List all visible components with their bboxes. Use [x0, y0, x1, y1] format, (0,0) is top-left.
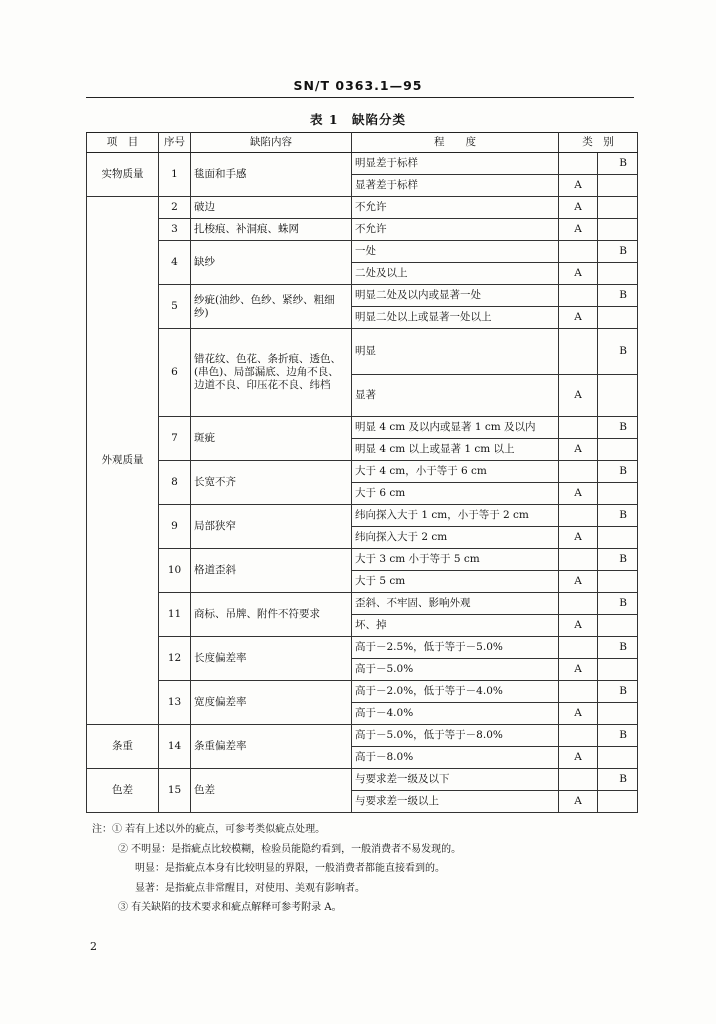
- category-a-cell: A: [559, 659, 598, 681]
- defect-number: 11: [159, 593, 191, 637]
- category-b-cell: B: [598, 593, 638, 615]
- table-row: [87, 329, 638, 375]
- degree-cell: 与要求差一级及以下: [352, 769, 559, 791]
- defect-content: 商标、吊牌、附件不符要求: [191, 593, 352, 637]
- defect-content: 毯面和手感: [191, 153, 352, 197]
- degree-cell: 大于 4 cm，小于等于 6 cm: [352, 461, 559, 483]
- defect-content: 长度偏差率: [191, 637, 352, 681]
- category-a-cell: [559, 637, 598, 659]
- page-number: 2: [90, 940, 97, 953]
- defect-table: [86, 132, 638, 813]
- defect-number: 4: [159, 241, 191, 285]
- category-a-cell: A: [559, 439, 598, 461]
- degree-cell: 不允许: [352, 219, 559, 241]
- category-b-cell: [598, 307, 638, 329]
- category-b-cell: [598, 571, 638, 593]
- degree-cell: 明显: [352, 329, 559, 375]
- col-content: 缺陷内容: [191, 133, 352, 153]
- table-caption: 表 1 缺陷分类: [309, 112, 407, 127]
- category-a-cell: [559, 725, 598, 747]
- degree-cell: 纬向探入大于 1 cm，小于等于 2 cm: [352, 505, 559, 527]
- group-label: 条重: [87, 725, 159, 769]
- category-b-cell: [598, 263, 638, 285]
- category-b-cell: B: [598, 637, 638, 659]
- category-a-cell: A: [559, 571, 598, 593]
- category-b-cell: B: [598, 461, 638, 483]
- defect-content: 格道歪斜: [191, 549, 352, 593]
- category-a-cell: A: [559, 307, 598, 329]
- degree-cell: 一处: [352, 241, 559, 263]
- defect-content: 宽度偏差率: [191, 681, 352, 725]
- document-header: SN/T 0363.1—95: [293, 78, 423, 93]
- defect-number: 7: [159, 417, 191, 461]
- category-b-cell: [598, 703, 638, 725]
- category-b-cell: [598, 197, 638, 219]
- note-1: 注：① 若有上述以外的疵点，可参考类似疵点处理。: [92, 824, 326, 835]
- category-b-cell: [598, 615, 638, 637]
- table-row: [87, 241, 638, 263]
- category-a-cell: A: [559, 527, 598, 549]
- degree-cell: 坏、掉: [352, 615, 559, 637]
- degree-cell: 明显差于标样: [352, 153, 559, 175]
- category-a-cell: A: [559, 483, 598, 505]
- defect-content: 长宽不齐: [191, 461, 352, 505]
- category-b-cell: B: [598, 285, 638, 307]
- group-label: 色差: [87, 769, 159, 813]
- degree-cell: 明显 4 cm 及以内或显著 1 cm 及以内: [352, 417, 559, 439]
- table-row: [87, 593, 638, 615]
- degree-cell: 高于－2.0%，低于等于－4.0%: [352, 681, 559, 703]
- table-row: [87, 197, 638, 219]
- note-3: ③ 有关缺陷的技术要求和疵点解释可参考附录 A。: [118, 902, 342, 913]
- category-a-cell: A: [559, 703, 598, 725]
- category-a-cell: A: [559, 791, 598, 813]
- defect-content: 色差: [191, 769, 352, 813]
- table-row: [87, 417, 638, 439]
- category-b-cell: B: [598, 241, 638, 263]
- degree-cell: 高于－2.5%，低于等于－5.0%: [352, 637, 559, 659]
- category-a-cell: [559, 681, 598, 703]
- category-b-cell: B: [598, 681, 638, 703]
- table-row: [87, 505, 638, 527]
- defect-number: 1: [159, 153, 191, 197]
- category-a-cell: [559, 549, 598, 571]
- degree-cell: 明显二处及以内或显著一处: [352, 285, 559, 307]
- category-b-cell: [598, 659, 638, 681]
- table-row: [87, 219, 638, 241]
- table-row: [87, 153, 638, 175]
- category-a-cell: A: [559, 747, 598, 769]
- defect-content: 扎梭痕、补洞痕、蛛网: [191, 219, 352, 241]
- table-row: [87, 285, 638, 307]
- defect-content: 破边: [191, 197, 352, 219]
- category-b-cell: B: [598, 417, 638, 439]
- table-row: [87, 725, 638, 747]
- degree-cell: 高于－5.0%，低于等于－8.0%: [352, 725, 559, 747]
- category-b-cell: [598, 439, 638, 461]
- degree-cell: 明显二处以上或显著一处以上: [352, 307, 559, 329]
- table-row: [87, 461, 638, 483]
- category-a-cell: [559, 505, 598, 527]
- category-b-cell: B: [598, 549, 638, 571]
- degree-cell: 高于－5.0%: [352, 659, 559, 681]
- group-label: 外观质量: [87, 197, 159, 725]
- degree-cell: 大于 5 cm: [352, 571, 559, 593]
- defect-number: 8: [159, 461, 191, 505]
- defect-number: 9: [159, 505, 191, 549]
- category-a-cell: A: [559, 175, 598, 197]
- defect-content: 局部狭窄: [191, 505, 352, 549]
- degree-cell: 高于－8.0%: [352, 747, 559, 769]
- category-a-cell: [559, 241, 598, 263]
- defect-content: 错花纹、色花、条折痕、透色、(串色)、局部漏底、边角不良、边道不良、印压花不良、纬档: [191, 329, 352, 417]
- category-a-cell: A: [559, 615, 598, 637]
- table-row: [87, 769, 638, 791]
- defect-number: 5: [159, 285, 191, 329]
- category-b-cell: [598, 527, 638, 549]
- category-a-cell: A: [559, 263, 598, 285]
- defect-content: 纱疵(油纱、色纱、紧纱、粗细纱): [191, 285, 352, 329]
- defect-number: 12: [159, 637, 191, 681]
- defect-content: 缺纱: [191, 241, 352, 285]
- degree-cell: 不允许: [352, 197, 559, 219]
- degree-cell: 与要求差一级以上: [352, 791, 559, 813]
- category-b-cell: B: [598, 769, 638, 791]
- degree-cell: 大于 3 cm 小于等于 5 cm: [352, 549, 559, 571]
- category-b-cell: [598, 375, 638, 417]
- category-b-cell: B: [598, 505, 638, 527]
- category-a-cell: A: [559, 197, 598, 219]
- category-a-cell: [559, 417, 598, 439]
- defect-number: 6: [159, 329, 191, 417]
- category-a-cell: [559, 769, 598, 791]
- category-a-cell: A: [559, 219, 598, 241]
- category-a-cell: [559, 329, 598, 375]
- degree-cell: 显著: [352, 375, 559, 417]
- note-2: ② 不明显：是指疵点比较模糊，检验员能隐约看到，一般消费者不易发现的。: [118, 843, 462, 855]
- table-header-row: [87, 133, 638, 153]
- group-label: 实物质量: [87, 153, 159, 197]
- table-row: [87, 681, 638, 703]
- col-degree: 程 度: [352, 133, 559, 153]
- defect-number: 15: [159, 769, 191, 813]
- category-b-cell: B: [598, 153, 638, 175]
- degree-cell: 高于－4.0%: [352, 703, 559, 725]
- defect-content: 条重偏差率: [191, 725, 352, 769]
- degree-cell: 纬向探入大于 2 cm: [352, 527, 559, 549]
- category-b-cell: [598, 747, 638, 769]
- degree-cell: 歪斜、不牢固、影响外观: [352, 593, 559, 615]
- note-2-significant: 显著：是指疵点非常醒目，对使用、美观有影响者。: [135, 882, 365, 894]
- category-a-cell: [559, 285, 598, 307]
- category-a-cell: [559, 153, 598, 175]
- col-seq: 序号: [159, 133, 191, 153]
- note-2-obvious: 明显：是指疵点本身有比较明显的界限，一般消费者都能直接看到的。: [135, 863, 445, 874]
- col-category: 类 别: [559, 133, 638, 153]
- degree-cell: 大于 6 cm: [352, 483, 559, 505]
- degree-cell: 明显 4 cm 以上或显著 1 cm 以上: [352, 439, 559, 461]
- category-b-cell: [598, 791, 638, 813]
- notes: [92, 820, 652, 918]
- defect-number: 10: [159, 549, 191, 593]
- col-item: 项 目: [87, 133, 159, 153]
- category-b-cell: [598, 219, 638, 241]
- category-a-cell: [559, 461, 598, 483]
- category-a-cell: [559, 593, 598, 615]
- category-b-cell: B: [598, 329, 638, 375]
- defect-content: 斑疵: [191, 417, 352, 461]
- category-b-cell: [598, 483, 638, 505]
- defect-number: 2: [159, 197, 191, 219]
- degree-cell: 二处及以上: [352, 263, 559, 285]
- category-b-cell: [598, 175, 638, 197]
- category-b-cell: B: [598, 725, 638, 747]
- degree-cell: 显著差于标样: [352, 175, 559, 197]
- table-row: [87, 549, 638, 571]
- defect-number: 13: [159, 681, 191, 725]
- defect-number: 3: [159, 219, 191, 241]
- category-a-cell: A: [559, 375, 598, 417]
- header-rule: [86, 97, 634, 98]
- defect-number: 14: [159, 725, 191, 769]
- table-row: [87, 637, 638, 659]
